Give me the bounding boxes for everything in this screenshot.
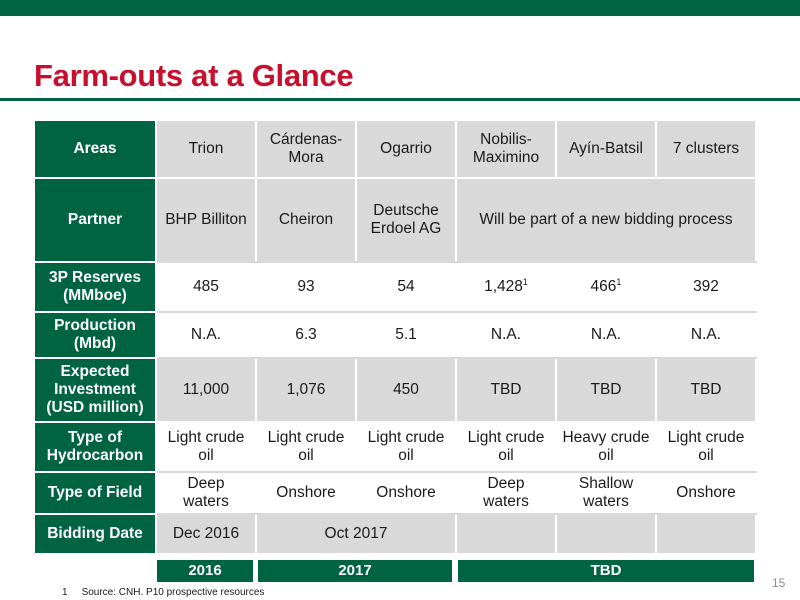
footnote-marker: 1 bbox=[616, 277, 622, 287]
production-cell: N.A. bbox=[456, 312, 556, 358]
farm-outs-table bbox=[33, 119, 757, 555]
reserves-cell bbox=[456, 262, 556, 312]
hydrocarbon-cell: Light crude oil bbox=[656, 422, 756, 472]
field-cell: Deep waters bbox=[156, 472, 256, 514]
row-areas bbox=[34, 120, 756, 178]
row-header-bidding: Bidding Date bbox=[34, 514, 156, 554]
field-cell: Onshore bbox=[256, 472, 356, 514]
row-header-investment: Expected Investment (USD million) bbox=[34, 358, 156, 422]
row-investment bbox=[34, 358, 756, 422]
footnote bbox=[62, 587, 264, 598]
row-header-field: Type of Field bbox=[34, 472, 156, 514]
partner-cell: BHP Billiton bbox=[156, 178, 256, 262]
row-bidding bbox=[34, 514, 756, 554]
year-band-2017: 2017 bbox=[258, 560, 452, 582]
production-cell: N.A. bbox=[656, 312, 756, 358]
bidding-cell-merged: Oct 2017 bbox=[256, 514, 456, 554]
hydrocarbon-cell: Light crude oil bbox=[156, 422, 256, 472]
title-underline bbox=[0, 98, 800, 101]
area-cell: Trion bbox=[156, 120, 256, 178]
slide-title: Farm-outs at a Glance bbox=[34, 58, 354, 93]
bidding-cell bbox=[556, 514, 656, 554]
row-header-partner: Partner bbox=[34, 178, 156, 262]
reserves-cell: 54 bbox=[356, 262, 456, 312]
row-field bbox=[34, 472, 756, 514]
production-cell: 5.1 bbox=[356, 312, 456, 358]
hydrocarbon-cell: Light crude oil bbox=[456, 422, 556, 472]
investment-cell: 450 bbox=[356, 358, 456, 422]
footnote-number: 1 bbox=[62, 587, 68, 598]
partner-cell: Deutsche Erdoel AG bbox=[356, 178, 456, 262]
field-cell: Onshore bbox=[656, 472, 756, 514]
reserves-cell: 485 bbox=[156, 262, 256, 312]
bidding-cell bbox=[456, 514, 556, 554]
investment-cell: TBD bbox=[456, 358, 556, 422]
reserves-cell: 93 bbox=[256, 262, 356, 312]
footnote-marker: 1 bbox=[522, 277, 528, 287]
hydrocarbon-cell: Heavy crude oil bbox=[556, 422, 656, 472]
production-cell: 6.3 bbox=[256, 312, 356, 358]
reserves-value: 466 bbox=[590, 278, 617, 295]
row-header-areas: Areas bbox=[34, 120, 156, 178]
area-cell: 7 clusters bbox=[656, 120, 756, 178]
row-hydrocarbon bbox=[34, 422, 756, 472]
area-cell: Ayín-Batsil bbox=[556, 120, 656, 178]
reserves-cell: 392 bbox=[656, 262, 756, 312]
reserves-cell bbox=[556, 262, 656, 312]
row-header-hydrocarbon: Type of Hydrocarbon bbox=[34, 422, 156, 472]
area-cell: Ogarrio bbox=[356, 120, 456, 178]
row-header-production: Production (Mbd) bbox=[34, 312, 156, 358]
field-cell: Deep waters bbox=[456, 472, 556, 514]
partner-cell: Cheiron bbox=[256, 178, 356, 262]
hydrocarbon-cell: Light crude oil bbox=[356, 422, 456, 472]
area-cell: Nobilis- Maximino bbox=[456, 120, 556, 178]
bidding-cell: Dec 2016 bbox=[156, 514, 256, 554]
footnote-text: Source: CNH. P10 prospective resources bbox=[81, 587, 265, 598]
year-band-2016: 2016 bbox=[157, 560, 253, 582]
hydrocarbon-cell: Light crude oil bbox=[256, 422, 356, 472]
field-cell: Onshore bbox=[356, 472, 456, 514]
area-cell: Cárdenas- Mora bbox=[256, 120, 356, 178]
field-cell: Shallow waters bbox=[556, 472, 656, 514]
bidding-cell bbox=[656, 514, 756, 554]
row-reserves bbox=[34, 262, 756, 312]
row-production bbox=[34, 312, 756, 358]
investment-cell: TBD bbox=[656, 358, 756, 422]
partner-cell-merged: Will be part of a new bidding process bbox=[456, 178, 756, 262]
top-brand-bar bbox=[0, 0, 800, 16]
investment-cell: 1,076 bbox=[256, 358, 356, 422]
investment-cell: 11,000 bbox=[156, 358, 256, 422]
page-number: 15 bbox=[772, 576, 786, 590]
row-header-reserves: 3P Reserves (MMboe) bbox=[34, 262, 156, 312]
production-cell: N.A. bbox=[156, 312, 256, 358]
reserves-value: 1,428 bbox=[484, 278, 523, 295]
row-partner bbox=[34, 178, 756, 262]
production-cell: N.A. bbox=[556, 312, 656, 358]
investment-cell: TBD bbox=[556, 358, 656, 422]
year-band-tbd: TBD bbox=[458, 560, 754, 582]
